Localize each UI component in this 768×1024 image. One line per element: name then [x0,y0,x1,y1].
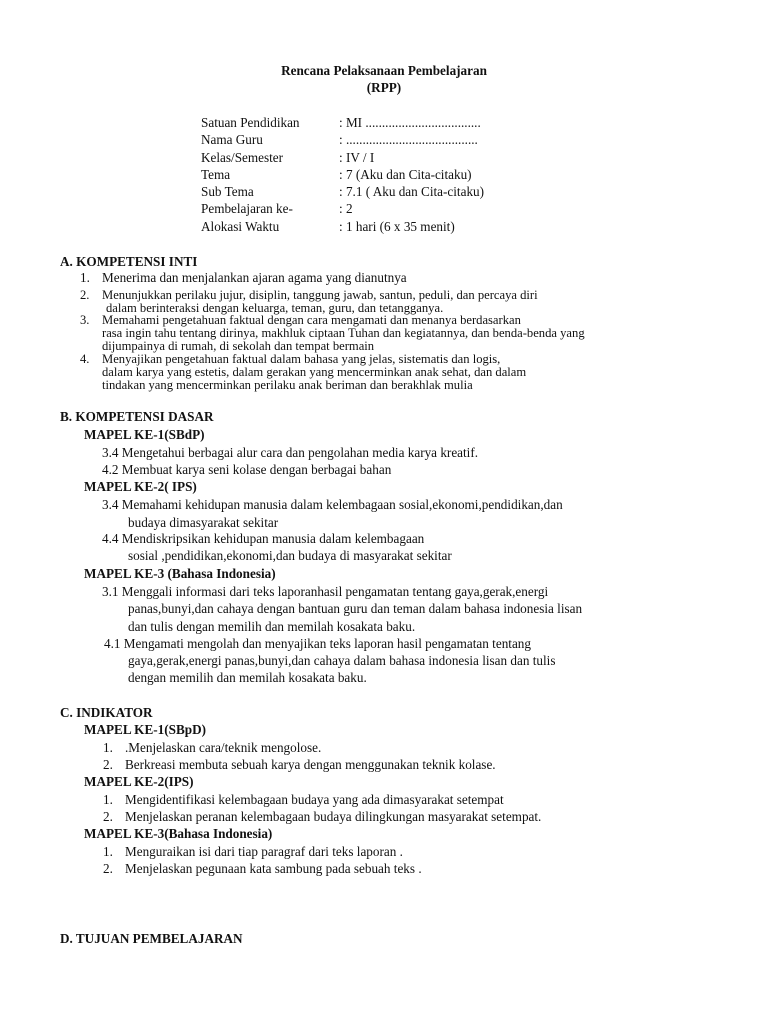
kd-item: 4.4 Mendiskripsikan kehidupan manusia dalam kelembagaan [102,531,425,546]
identity-value: : 2 [339,201,353,216]
kd-item: 3.4 Mengetahui berbagai alur cara dan pengolahan media karya kreatif. [102,445,479,460]
identity-label: Kelas/Semester [201,150,284,165]
indikator-item: Menjelaskan pegunaan kata sambung pada sebuah teks . [125,861,422,876]
list-item-text: dalam berinteraksi dengan keluarga, teman, guru, dan tetangganya. [106,301,444,315]
kd-item: 4.2 Membuat karya seni kolase dengan berbagai bahan [102,462,392,477]
section-heading: A. KOMPETENSI INTI [60,254,198,269]
list-item-text: dijumpainya di rumah, di sekolah dan tempat bermain [102,339,375,353]
kd-item-continued: panas,bunyi,dan cahaya dengan bantuan guru dan teman dalam bahasa indonesia lisan [128,601,583,616]
list-number: 2. [103,809,113,824]
document-title: Rencana Pelaksanaan Pembelajaran [281,63,487,78]
indikator-item: Berkreasi membuta sebuah karya dengan menggunakan teknik kolase. [125,757,496,772]
identity-value: : IV / I [339,150,375,165]
kd-item-continued: dan tulis dengan memilih dan memilah kosakata baku. [128,619,416,634]
section-heading: C. INDIKATOR [60,705,153,720]
list-item-text: Menerima dan menjalankan ajaran agama yang dianutnya [102,270,407,285]
mapel-heading: MAPEL KE-2( IPS) [84,479,197,494]
mapel-heading: MAPEL KE-3(Bahasa Indonesia) [84,826,273,841]
list-number: 2. [103,861,113,876]
mapel-heading: MAPEL KE-3 (Bahasa Indonesia) [84,566,276,581]
section-heading: D. TUJUAN PEMBELAJARAN [60,931,243,946]
list-number: 1. [103,792,113,807]
list-number: 1. [80,270,90,285]
identity-value: : 7 (Aku dan Cita-citaku) [339,167,472,182]
kd-item: 3.4 Memahami kehidupan manusia dalam kelembagaan sosial,ekonomi,pendidikan,dan [102,497,563,512]
list-item-text: Memahami pengetahuan faktual dengan cara mengamati dan menanya berdasarkan [102,313,521,327]
identity-label: Alokasi Waktu [201,219,280,234]
identity-label: Satuan Pendidikan [201,115,300,130]
kd-item-continued: dengan memilih dan memilah kosakata baku. [128,670,367,685]
mapel-heading: MAPEL KE-1(SBdP) [84,427,205,442]
list-item-text: rasa ingin tahu tentang dirinya, makhluk ciptaan Tuhan dan kegiatannya, dan benda-benda yang [102,326,585,340]
section-heading: B. KOMPETENSI DASAR [60,409,214,424]
kd-item: 4.1 Mengamati mengolah dan menyajikan teks laporan hasil pengamatan tentang [104,636,531,651]
identity-value: : 1 hari (6 x 35 menit) [339,219,455,234]
kd-item-continued: sosial ,pendidikan,ekonomi,dan budaya di masyarakat sekitar [128,548,452,563]
identity-value: : 7.1 ( Aku dan Cita-citaku) [339,184,485,199]
mapel-heading: MAPEL KE-2(IPS) [84,774,194,789]
list-item-text: Menyajikan pengetahuan faktual dalam bahasa yang jelas, sistematis dan logis, [102,352,501,366]
indikator-item: .Menjelaskan cara/teknik mengolose. [125,740,322,755]
list-item-text: tindakan yang mencerminkan perilaku anak beriman dan berakhlak mulia [102,378,473,392]
list-number: 2. [103,757,113,772]
identity-value: : MI ................................... [339,115,481,130]
identity-label: Pembelajaran ke- [201,201,293,216]
kd-item-continued: budaya dimasyarakat sekitar [128,515,279,530]
mapel-heading: MAPEL KE-1(SBpD) [84,722,206,737]
list-number: 1. [103,740,113,755]
kd-item-continued: gaya,gerak,energi panas,bunyi,dan cahaya dalam bahasa indonesia lisan dan tulis [128,653,556,668]
list-number: 3. [80,313,90,327]
list-number: 1. [103,844,113,859]
indikator-item: Mengidentifikasi kelembagaan budaya yang ada dimasyarakat setempat [125,792,504,807]
list-number: 2. [80,288,90,302]
indikator-item: Menjelaskan peranan kelembagaan budaya dilingkungan masyarakat setempat. [125,809,542,824]
indikator-item: Menguraikan isi dari tiap paragraf dari teks laporan . [125,844,403,859]
identity-label: Tema [201,167,231,182]
list-item-text: dalam karya yang estetis, dalam gerakan yang mencerminkan anak sehat, dan dalam [102,365,527,379]
list-item-text: Menunjukkan perilaku jujur, disiplin, tanggung jawab, santun, peduli, dan percaya diri [102,288,538,302]
identity-label: Nama Guru [201,132,263,147]
list-number: 4. [80,352,90,366]
identity-label: Sub Tema [201,184,254,199]
identity-value: : ........................................ [339,132,478,147]
kd-item: 3.1 Menggali informasi dari teks laporanhasil pengamatan tentang gaya,gerak,energi [102,584,549,599]
document-subtitle: (RPP) [366,80,402,95]
